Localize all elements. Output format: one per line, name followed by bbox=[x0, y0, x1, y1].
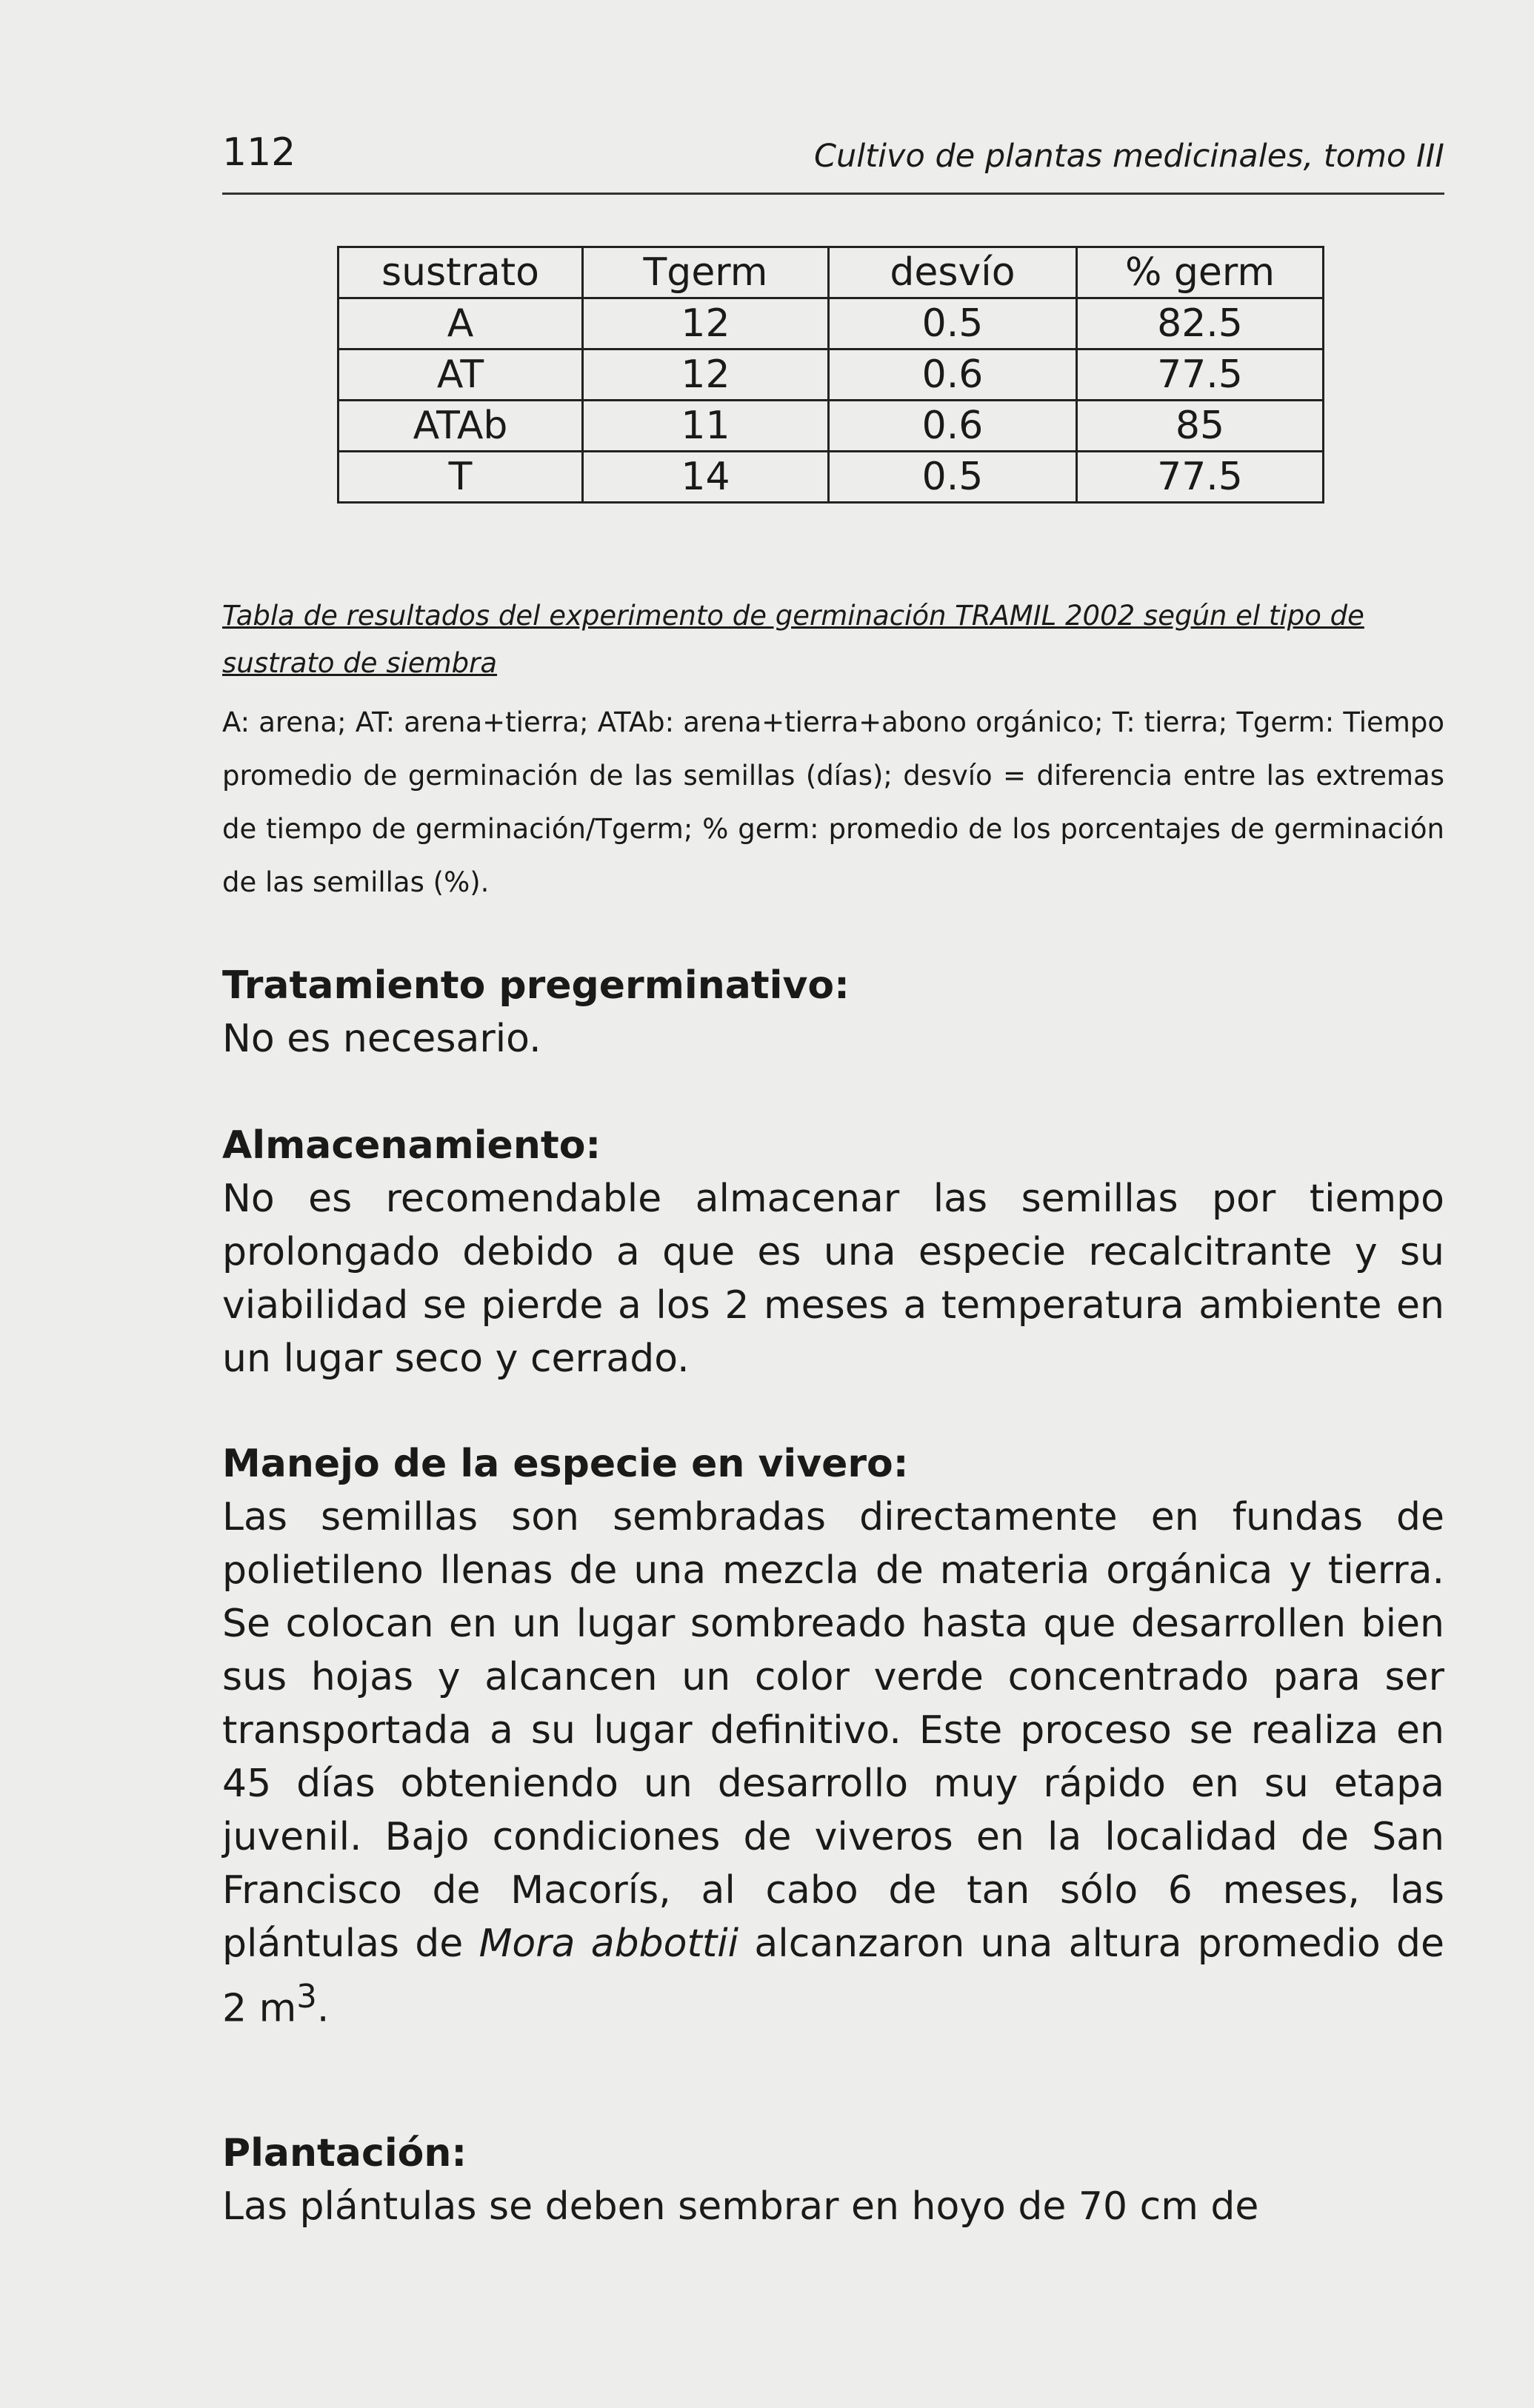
table-cell: 77.5 bbox=[1077, 350, 1324, 401]
manejo-text-part2: alcanzaron una altura promedio de 2 m bbox=[222, 1922, 1444, 2031]
table-header-row bbox=[339, 247, 1324, 298]
table-row bbox=[339, 401, 1324, 452]
table-cell: 12 bbox=[583, 350, 829, 401]
table-legend: A: arena; AT: arena+tierra; ATAb: arena+tierra+abono orgánico; T: tierra; Tgerm: Tiempo promedio de germinación de las semillas (días); desvío = diferencia entre las extremas de tiempo de germinación/Tgerm; % germ: promedio de los porcentajes de germinación de las semillas (%). bbox=[222, 706, 1444, 898]
table-cell: 0.6 bbox=[829, 401, 1077, 452]
table-cell: ATAb bbox=[339, 401, 583, 452]
species-name: Mora abbottii bbox=[478, 1922, 739, 1966]
germination-results-table bbox=[337, 246, 1324, 504]
table-caption: Tabla de resultados del experimento de germinación TRAMIL 2002 según el tipo de sustrato de siembra bbox=[222, 600, 1364, 679]
table-cell: 11 bbox=[583, 401, 829, 452]
table-row bbox=[339, 298, 1324, 350]
column-header: Tgerm bbox=[583, 247, 829, 298]
manejo-text-part1: Las semillas son sembradas directamente en fundas de polietileno llenas de una mezcla de materia orgánica y tierra. Se colocan en un lugar sombreado hasta que desarrollen bien sus hojas y alcancen un color verde concentrado para ser transportada a su lugar definitivo. Este proceso se realiza en 45 días obteniendo un desarrollo muy rápido en su etapa juvenil. Bajo condiciones de viveros en la localidad de San Francisco de Macorís, al cabo de tan sólo 6 meses, las plántulas de bbox=[222, 1495, 1444, 1966]
manejo-text-end: . bbox=[316, 1986, 330, 2031]
column-header: % germ bbox=[1077, 247, 1324, 298]
column-header: desvío bbox=[829, 247, 1077, 298]
table-cell: 14 bbox=[583, 452, 829, 503]
table-cell: 0.6 bbox=[829, 350, 1077, 401]
table-row bbox=[339, 452, 1324, 503]
heading-almacenamiento: Almacenamiento: bbox=[222, 1123, 601, 1168]
body-almacenamiento: No es recomendable almacenar las semillas por tiempo prolongado debido a que es una especie recalcitrante y su viabilidad se pierde a los 2 meses a temperatura ambiente en un lugar seco y cerrado. bbox=[222, 1177, 1444, 1381]
heading-plantacion: Plantación: bbox=[222, 2131, 467, 2175]
body-manejo bbox=[222, 1491, 1444, 2035]
page-number: 112 bbox=[222, 130, 296, 175]
table-cell: 0.5 bbox=[829, 452, 1077, 503]
running-title: Cultivo de plantas medicinales, tomo III bbox=[814, 138, 1444, 175]
body-plantacion: Las plántulas se deben sembrar en hoyo de 70 cm de bbox=[222, 2184, 1259, 2229]
table-cell: 0.5 bbox=[829, 298, 1077, 350]
table-cell: AT bbox=[339, 350, 583, 401]
heading-manejo: Manejo de la especie en vivero: bbox=[222, 1442, 909, 1486]
superscript-3: 3 bbox=[296, 1979, 317, 2016]
table-cell: 85 bbox=[1077, 401, 1324, 452]
table-cell: 82.5 bbox=[1077, 298, 1324, 350]
body-tratamiento: No es necesario. bbox=[222, 1017, 541, 1061]
table-cell: 77.5 bbox=[1077, 452, 1324, 503]
heading-tratamiento: Tratamiento pregerminativo: bbox=[222, 963, 850, 1008]
column-header: sustrato bbox=[339, 247, 583, 298]
running-header bbox=[222, 126, 1444, 195]
table-row bbox=[339, 350, 1324, 401]
table-cell: 12 bbox=[583, 298, 829, 350]
table-cell: A bbox=[339, 298, 583, 350]
table-cell: T bbox=[339, 452, 583, 503]
